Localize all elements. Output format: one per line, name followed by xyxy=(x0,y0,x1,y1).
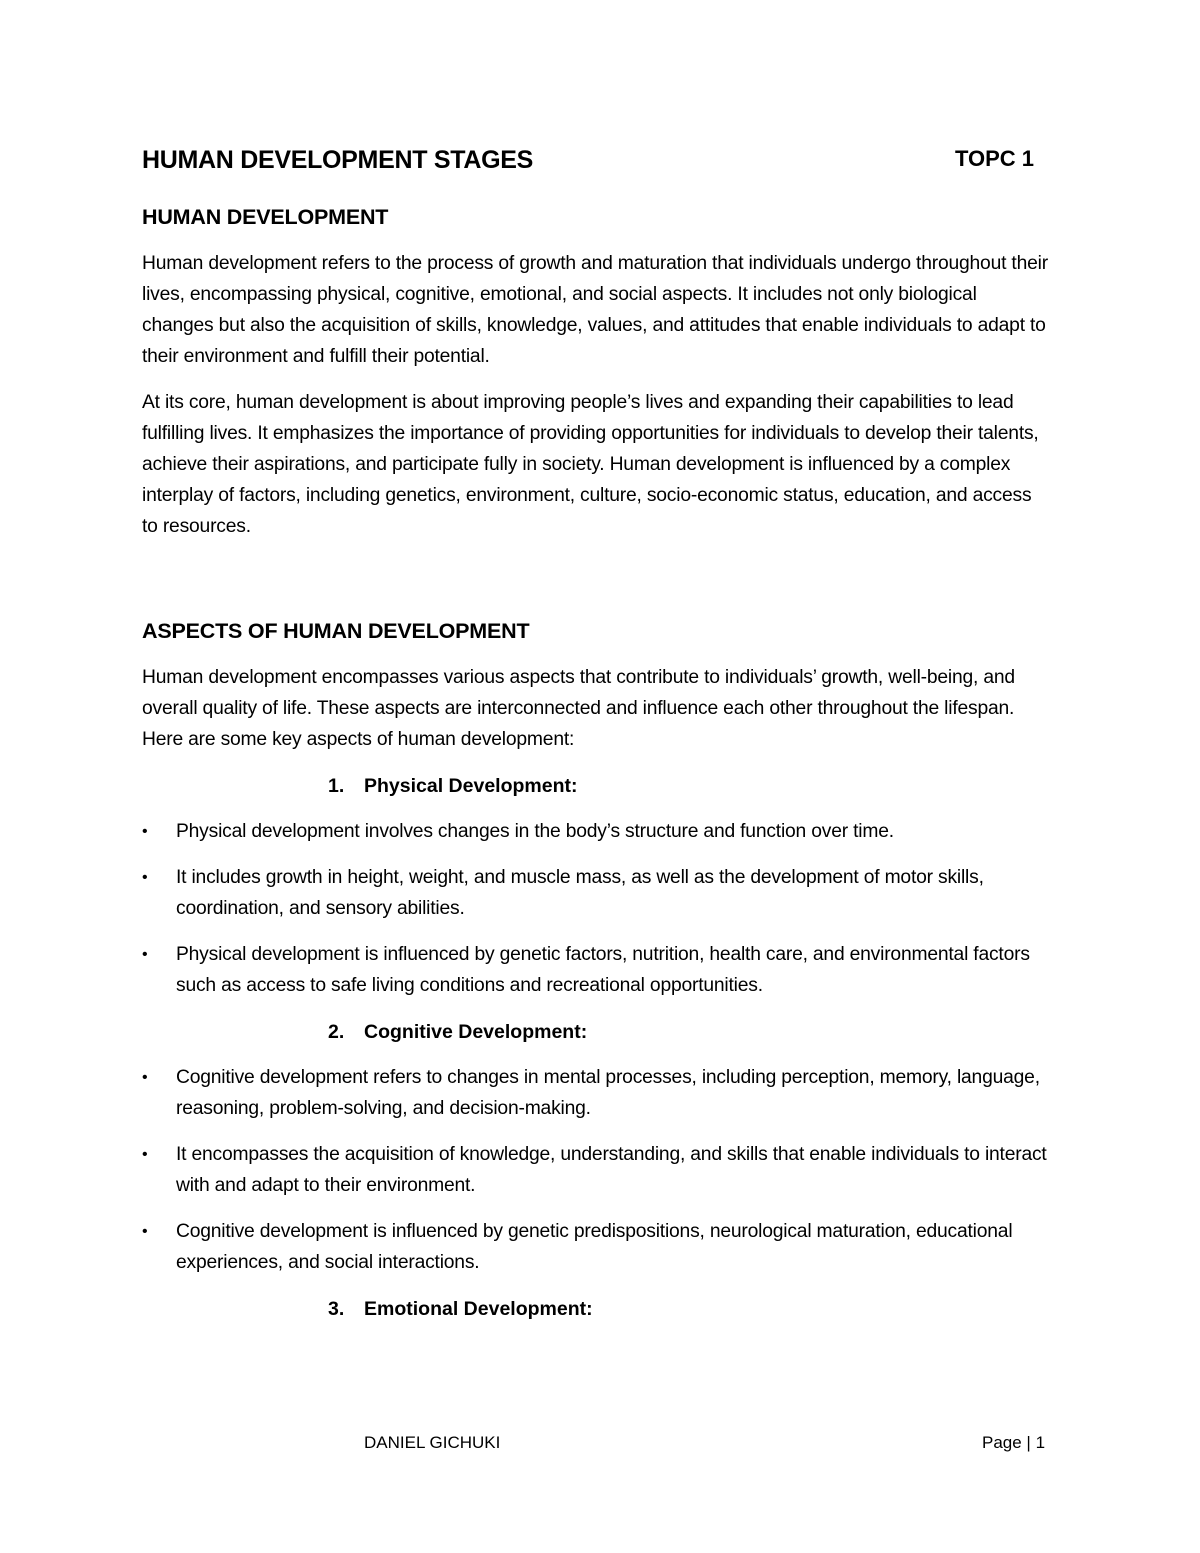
document-title: HUMAN DEVELOPMENT STAGES xyxy=(142,146,533,174)
bullet-icon: • xyxy=(142,868,148,886)
title-row xyxy=(142,146,1052,190)
aspect-heading-cognitive xyxy=(328,1017,1052,1048)
list-item-text: Cognitive development refers to changes in mental processes, including perception, memory, language, reasoning, problem-solving, and decision-making. xyxy=(176,1066,1040,1119)
paragraph: Human development refers to the process of growth and maturation that individuals undergo throughout their lives, encompassing physical, cognitive, emotional, and social aspects. It includes not only biological changes but also the acquisition of skills, knowledge, values, and attitudes that enable individuals to adapt to their environment and fulfill their potential. xyxy=(142,252,1048,367)
list-item xyxy=(142,862,1052,924)
bullet-icon: • xyxy=(142,1068,148,1086)
aspect-title: Emotional Development: xyxy=(364,1297,593,1320)
list-item xyxy=(142,939,1052,1001)
list-item-text: Cognitive development is influenced by genetic predispositions, neurological maturation, educational experiences, and social interactions. xyxy=(176,1220,1013,1273)
footer-page-number: Page | 1 xyxy=(982,1433,1046,1452)
aspect-title: Cognitive Development: xyxy=(364,1020,588,1043)
list-item-text: Physical development involves changes in the body’s structure and function over time. xyxy=(176,820,894,842)
aspect-heading-physical xyxy=(328,771,1052,802)
topic-label: TOPC 1 xyxy=(954,146,1034,171)
list-item xyxy=(142,1139,1052,1201)
list-item xyxy=(142,816,1052,847)
document-body xyxy=(142,140,1052,1339)
bullet-list-physical xyxy=(142,816,1052,1001)
list-item-text: Physical development is influenced by genetic factors, nutrition, health care, and environmental factors such as access to safe living conditions and recreational opportunities. xyxy=(176,943,1030,996)
list-item xyxy=(142,1216,1052,1278)
bullet-icon: • xyxy=(142,1145,148,1163)
section-heading-human-development: HUMAN DEVELOPMENT xyxy=(142,205,389,229)
aspect-number: 3. xyxy=(328,1297,345,1320)
bullet-icon: • xyxy=(142,822,148,840)
list-item xyxy=(142,1062,1052,1124)
footer-author: DANIEL GICHUKI xyxy=(364,1433,501,1452)
list-item-text: It includes growth in height, weight, and muscle mass, as well as the development of motor skills, coordination, and sensory abilities. xyxy=(176,866,984,919)
aspect-number: 1. xyxy=(328,774,345,797)
aspect-heading-emotional xyxy=(328,1294,1052,1325)
page-footer xyxy=(0,1433,1200,1461)
aspect-title: Physical Development: xyxy=(364,774,578,797)
bullet-list-cognitive xyxy=(142,1062,1052,1278)
bullet-icon: • xyxy=(142,945,148,963)
list-item-text: It encompasses the acquisition of knowledge, understanding, and skills that enable individuals to interact with and adapt to their environment. xyxy=(176,1143,1047,1196)
aspect-number: 2. xyxy=(328,1020,345,1043)
section-heading-aspects: ASPECTS OF HUMAN DEVELOPMENT xyxy=(142,618,530,643)
paragraph: Human development encompasses various aspects that contribute to individuals’ growth, well-being, and overall quality of life. These aspects are interconnected and influence each other throughout the lifespan. Here are some key aspects of human development: xyxy=(142,666,1015,750)
paragraph: At its core, human development is about improving people’s lives and expanding their capabilities to lead fulfilling lives. It emphasizes the importance of providing opportunities for individuals to develop their talents, achieve their aspirations, and participate fully in society. Human development is influenced by a complex interplay of factors, including genetics, environment, culture, socio-economic status, education, and access to resources. xyxy=(142,391,1039,537)
bullet-icon: • xyxy=(142,1222,148,1240)
